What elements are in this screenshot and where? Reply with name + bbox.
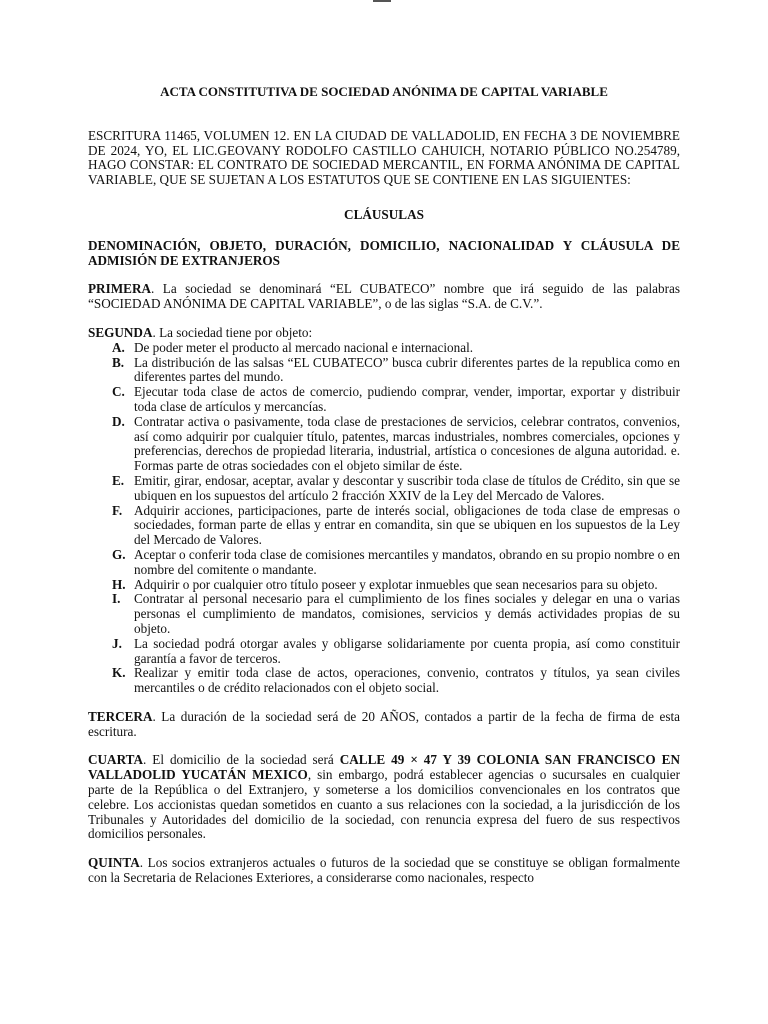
item-letter: J. (112, 635, 122, 651)
list-item (88, 415, 680, 474)
objeto-list (88, 341, 680, 696)
item-letter: F. (112, 502, 123, 518)
list-item (88, 548, 680, 578)
item-text: La distribución de las salsas “EL CUBATECO” busca cubrir diferentes partes de la republica como en diferentes partes del mundo. (134, 354, 680, 385)
item-letter: C. (112, 384, 125, 400)
domicilio-address: CALLE 49 × 47 Y 39 COLONIA SAN FRANCISCO EN VALLADOLID YUCATÁN MEXICO (88, 752, 680, 783)
clause-segunda (88, 326, 680, 341)
clause-label: PRIMERA (88, 281, 152, 297)
list-item (88, 637, 680, 667)
item-text: La sociedad podrá otorgar avales y obligarse solidariamente por cuenta propia, así como constituir garantía a favor de terceros. (134, 635, 680, 666)
item-letter: A. (112, 339, 125, 355)
list-item (88, 341, 680, 356)
item-letter: H. (112, 576, 126, 592)
clause-text: . La sociedad tiene por objeto: (152, 324, 313, 340)
list-item (88, 385, 680, 415)
clause-text: . La sociedad se denominará “EL CUBATECO” nombre que irá seguido de las palabras “SOCIEDAD ANÓNIMA DE CAPITAL VARIABLE”, o de las siglas “S.A. de C.V.”. (88, 281, 680, 312)
item-text: Emitir, girar, endosar, aceptar, avalar y descontar y suscribir toda clase de títulos de Crédito, sin que se ubiquen en los supuestos del artículo 2 fracción XXIV de la Ley del Mercado de Valores. (134, 472, 680, 503)
clause-label: SEGUNDA (88, 324, 153, 340)
clause-label: QUINTA (88, 855, 140, 871)
clause-label: CUARTA (88, 752, 143, 768)
item-text: Ejecutar toda clase de actos de comercio, pudiendo comprar, vender, importar, exportar y distribuir toda clase de artículos y mercancías. (134, 384, 680, 414)
item-text: De poder meter el producto al mercado nacional e internacional. (134, 339, 474, 355)
document-page (88, 85, 680, 900)
list-item (88, 592, 680, 636)
list-item (88, 356, 680, 386)
list-item (88, 474, 680, 504)
item-text: Contratar activa o pasivamente, toda clase de prestaciones de servicios, celebrar contratos, convenios, así como adquirir por cualquier título, patentes, marcas industriales, nombres comerciales, opciones y preferencias, derechos de propiedad literaria, industrial, artística o concesiones de alguna autoridad. e. Formas parte de otras sociedades con el objeto similar de éste. (134, 413, 680, 474)
item-text: Adquirir o por cualquier otro título poseer y explotar inmuebles que sean necesarios para su objeto. (134, 576, 658, 592)
clausulas-heading: CLÁUSULAS (344, 206, 424, 222)
clause-quinta (88, 856, 680, 886)
document-title: ACTA CONSTITUTIVA DE SOCIEDAD ANÓNIMA DE CAPITAL VARIABLE (160, 84, 608, 99)
item-text: Adquirir acciones, participaciones, parte de interés social, obligaciones de toda clase de empresas o sociedades, forman parte de ellas y entrar en comandita, sin que se ubiquen en los supuestos de la Ley del Mercado de Valores. (134, 502, 680, 548)
intro-paragraph: ESCRITURA 11465, VOLUMEN 12. EN LA CIUDAD DE VALLADOLID, EN FECHA 3 DE NOVIEMBRE DE 2024, YO, EL LIC.GEOVANY RODOLFO CASTILLO CAHUICH, NOTARIO PÚBLICO NO.254789, HAGO CONSTAR: EL CONTRATO DE SOCIEDAD MERCANTIL, EN FORMA ANÓNIMA DE CAPITAL VARIABLE, QUE SE SUJETAN A LOS ESTATUTOS QUE SE CONTIENE EN LAS SIGUIENTES: (88, 127, 680, 188)
item-text: Contratar al personal necesario para el cumplimiento de los fines sociales y delegar en una o varias personas el cumplimiento de mandatos, comisiones, servicios y demás actividades propias de su objeto. (134, 591, 680, 636)
item-text: Realizar y emitir toda clase de actos, operaciones, convenio, contratos y títulos, ya sean civiles mercantiles o de crédito relacionados con el objeto social. (134, 665, 680, 696)
clause-tercera (88, 710, 680, 740)
clause-text: . La duración de la sociedad será de 20 AÑOS, contados a partir de la fecha de firma de esta escritura. (88, 708, 680, 739)
item-letter: D. (112, 413, 125, 429)
list-item (88, 504, 680, 548)
item-letter: I. (112, 591, 121, 607)
clause-text-continued: , sin embargo, podrá establecer agencias o sucursales en cualquier parte de la República o del Extranjero, y someterse a los domicilios convencionales en los contratos que celebre. Los accionistas quedan sometidos en cuanto a sus relaciones con la sociedad, a la jurisdicción de los Tribunales y Autoridades del domicilio de la sociedad, con renuncia expresa del fuero de sus respectivos domicilios personales. (88, 767, 680, 842)
item-text: Aceptar o conferir toda clase de comisiones mercantiles y mandatos, obrando en su propio nombre o en nombre del comitente o mandante. (134, 546, 681, 577)
item-letter: G. (112, 546, 126, 562)
item-letter: B. (112, 354, 125, 370)
clause-cuarta (88, 753, 680, 842)
page-top-mark (373, 0, 391, 2)
list-item (88, 666, 680, 696)
item-letter: E. (112, 472, 125, 488)
section-heading: DENOMINACIÓN, OBJETO, DURACIÓN, DOMICILIO, NACIONALIDAD Y CLÁUSULA DE ADMISIÓN DE EXTRANJEROS (88, 237, 680, 268)
list-item (88, 578, 680, 593)
clause-label: TERCERA (88, 708, 153, 724)
clause-text: . Los socios extranjeros actuales o futuros de la sociedad que se constituye se obligan formalmente con la Secretaria de Relaciones Exteriores, a considerarse como nacionales, respecto (88, 855, 680, 886)
clause-text: . El domicilio de la sociedad será (142, 752, 340, 768)
item-letter: K. (112, 665, 126, 681)
clause-primera (88, 282, 680, 312)
